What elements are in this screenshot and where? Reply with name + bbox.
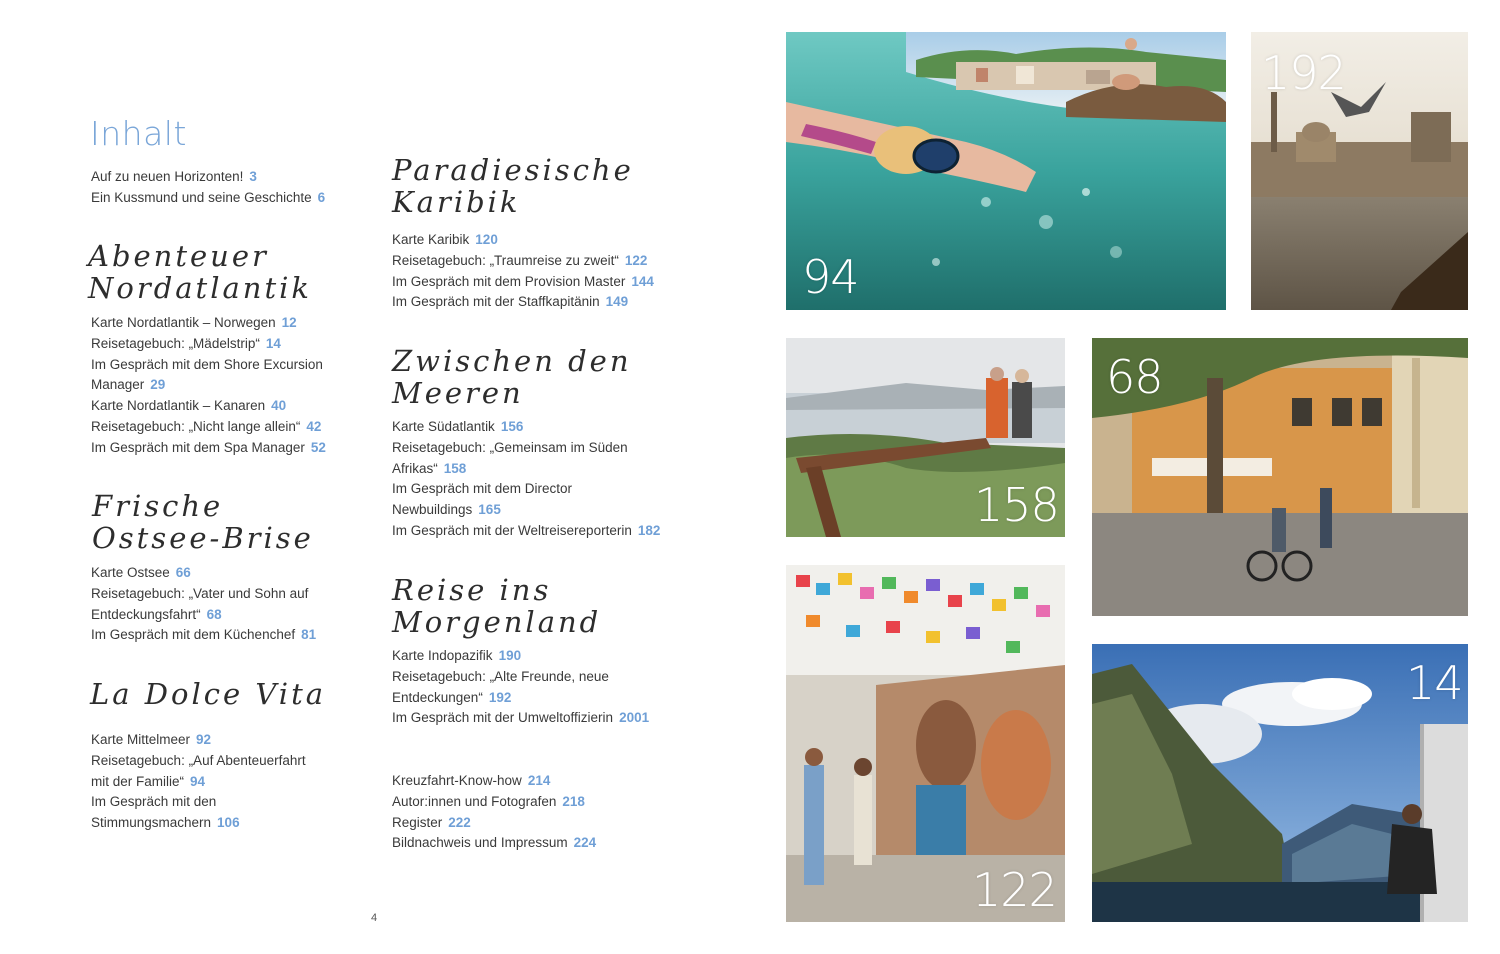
entry-label: Karte Ostsee	[91, 565, 170, 580]
entry-label: Im Gespräch mit dem Provision Master	[392, 273, 626, 289]
toc-entry[interactable]	[392, 417, 660, 438]
toc-entry[interactable]	[392, 479, 660, 500]
toc-entry[interactable]	[91, 188, 325, 209]
appendix-list	[392, 771, 596, 854]
heading-line: La Dolce Vita	[90, 677, 327, 711]
toc-entry[interactable]	[91, 417, 326, 438]
toc-entry[interactable]	[91, 438, 326, 459]
heading-line: Morgenland	[392, 605, 602, 639]
toc-entry[interactable]	[392, 230, 654, 251]
section-entries	[91, 313, 326, 459]
entry-page: 149	[605, 294, 629, 310]
toc-entry[interactable]	[91, 730, 306, 751]
section-heading	[92, 490, 314, 554]
snorkel-photo[interactable]	[786, 32, 1226, 310]
entry-page: 158	[443, 460, 467, 476]
entry-label: Bildnachweis und Impressum	[392, 835, 568, 851]
photo-page-number: 158	[974, 478, 1059, 532]
entry-page: 2001	[619, 710, 650, 726]
section-heading	[392, 154, 634, 218]
entry-page: 214	[527, 773, 551, 788]
toc-entry[interactable]	[392, 771, 596, 792]
toc-entry[interactable]	[392, 292, 654, 313]
photo-page-number: 122	[972, 863, 1057, 917]
harbor-photo[interactable]	[1251, 32, 1468, 310]
entry-page: 29	[150, 377, 166, 393]
toc-entry[interactable]	[91, 625, 316, 646]
entry-page: 222	[448, 814, 471, 830]
entry-label: Entdeckungen“	[392, 689, 483, 705]
entry-label: Reisetagebuch: „Mädelstrip“	[91, 335, 260, 351]
heading-line: Paradiesische	[392, 153, 634, 187]
section-entries	[392, 230, 654, 313]
entry-label: Afrikas“	[392, 460, 438, 476]
street-photo[interactable]	[1092, 338, 1468, 616]
entry-label: Karte Südatlantik	[392, 419, 495, 434]
entry-label: Im Gespräch mit dem Director	[392, 481, 573, 497]
toc-entry[interactable]	[392, 251, 654, 272]
toc-entry[interactable]	[392, 500, 660, 521]
heading-line: Ostsee-Brise	[92, 521, 314, 555]
entry-label: Reisetagebuch: „Traumreise zu zweit“	[392, 252, 619, 268]
entry-page: 3	[249, 169, 257, 184]
entry-label: Stimmungsmachern	[91, 815, 212, 831]
entry-page: 120	[475, 232, 498, 247]
entry-page: 122	[624, 252, 648, 268]
toc-entry[interactable]	[392, 438, 660, 459]
toc-entry[interactable]	[91, 563, 316, 584]
fjord-photo[interactable]	[1092, 644, 1468, 922]
section-heading	[90, 678, 326, 710]
section-heading	[392, 574, 601, 638]
entry-page: 40	[271, 398, 287, 414]
entry-label: Reisetagebuch: „Gemeinsam im Süden	[392, 439, 628, 455]
entry-label: Reisetagebuch: „Alte Freunde, neue	[392, 668, 609, 684]
toc-entry[interactable]	[392, 833, 596, 854]
toc-entry[interactable]	[392, 272, 654, 293]
photo-page-number: 94	[802, 250, 859, 304]
entry-page: 52	[310, 439, 326, 455]
coast-photo[interactable]	[786, 338, 1065, 537]
entry-page: 14	[265, 335, 281, 351]
toc-entry[interactable]	[91, 355, 326, 376]
heading-line: Karibik	[392, 185, 521, 219]
page-number: 4	[371, 912, 378, 924]
entry-page: 190	[498, 648, 522, 663]
entry-label: Im Gespräch mit dem Spa Manager	[91, 439, 305, 455]
entry-page: 218	[562, 793, 585, 809]
entry-page: 224	[573, 835, 597, 851]
entry-page: 156	[500, 419, 524, 434]
section-entries	[392, 417, 660, 542]
toc-entry[interactable]	[91, 396, 326, 417]
toc-entry[interactable]	[91, 792, 306, 813]
entry-page: 182	[637, 522, 661, 538]
entry-label: Kreuzfahrt-Know-how	[392, 773, 522, 788]
toc-entry[interactable]	[392, 521, 660, 542]
toc-entry[interactable]	[392, 667, 649, 688]
heading-line: Zwischen den	[392, 344, 632, 378]
entry-label: Karte Nordatlantik – Norwegen	[91, 315, 276, 330]
photo-page-number: 68	[1106, 350, 1163, 404]
entry-page: 12	[281, 315, 297, 330]
entry-label: Newbuildings	[392, 502, 473, 518]
entry-page: 81	[301, 627, 317, 643]
toc-entry[interactable]	[91, 813, 306, 834]
entry-page: 94	[190, 773, 206, 789]
toc-entry[interactable]	[91, 751, 306, 772]
entry-page: 165	[478, 502, 501, 518]
entry-label: Manager	[91, 377, 145, 393]
entry-label: Im Gespräch mit dem Shore Excursion	[91, 356, 323, 372]
entry-label: Ein Kussmund und seine Geschichte	[91, 189, 312, 205]
toc-entry[interactable]	[91, 605, 316, 626]
toc-entry[interactable]	[91, 584, 316, 605]
entry-label: Karte Karibik	[392, 232, 470, 247]
entry-label: Im Gespräch mit der Weltreisereporterin	[392, 522, 632, 538]
intro-list	[91, 167, 325, 209]
entry-page: 106	[217, 815, 240, 831]
toc-entry[interactable]	[392, 646, 649, 667]
section-heading	[88, 240, 312, 304]
toc-entry[interactable]	[91, 375, 326, 396]
entry-label: Karte Indopazifik	[392, 648, 493, 663]
entry-page: 6	[317, 189, 326, 205]
entry-label: Im Gespräch mit dem Küchenchef	[91, 627, 296, 643]
entry-page: 144	[631, 273, 654, 289]
entry-page: 68	[206, 606, 222, 622]
entry-label: Entdeckungsfahrt“	[91, 606, 201, 622]
photo-page-number: 14	[1406, 656, 1463, 710]
mural-photo[interactable]	[786, 565, 1065, 922]
toc-entry[interactable]	[392, 813, 596, 834]
section-entries	[91, 730, 306, 834]
entry-label: Karte Mittelmeer	[91, 732, 191, 747]
entry-label: Autor:innen und Fotografen	[392, 793, 557, 809]
entry-page: 42	[306, 418, 322, 434]
heading-line: Meeren	[392, 376, 524, 410]
toc-entry[interactable]	[392, 688, 649, 709]
entry-label: Reisetagebuch: „Auf Abenteuerfahrt	[91, 752, 306, 768]
section-heading	[392, 345, 632, 409]
entry-label: mit der Familie“	[91, 773, 185, 789]
toc-entry[interactable]	[392, 708, 649, 729]
entry-label: Im Gespräch mit der Staffkapitänin	[392, 294, 600, 310]
entry-label: Register	[392, 814, 443, 830]
heading-line: Nordatlantik	[88, 271, 312, 305]
entry-label: Reisetagebuch: „Nicht lange allein“	[91, 418, 301, 434]
heading-line: Abenteuer	[88, 239, 269, 273]
toc-entry[interactable]	[392, 459, 660, 480]
entry-page: 92	[196, 732, 212, 747]
entry-label: Reisetagebuch: „Vater und Sohn auf	[91, 585, 309, 601]
entry-page: 66	[175, 565, 191, 580]
toc-entry[interactable]	[392, 792, 596, 813]
heading-line: Frische	[92, 489, 224, 523]
section-entries	[392, 646, 649, 729]
heading-line: Reise ins	[392, 573, 552, 607]
toc-entry[interactable]	[91, 772, 306, 793]
page-title: Inhalt	[90, 114, 187, 153]
entry-label: Karte Nordatlantik – Kanaren	[91, 398, 266, 414]
entry-label: Im Gespräch mit den	[91, 794, 217, 810]
entry-label: Auf zu neuen Horizonten!	[91, 169, 244, 184]
entry-page: 192	[488, 689, 512, 705]
entry-label: Im Gespräch mit der Umweltoffizierin	[392, 710, 614, 726]
section-entries	[91, 563, 316, 646]
toc-entry[interactable]	[91, 334, 326, 355]
toc-entry[interactable]	[91, 313, 326, 334]
photo-page-number: 192	[1261, 46, 1346, 100]
toc-entry[interactable]	[91, 167, 325, 188]
